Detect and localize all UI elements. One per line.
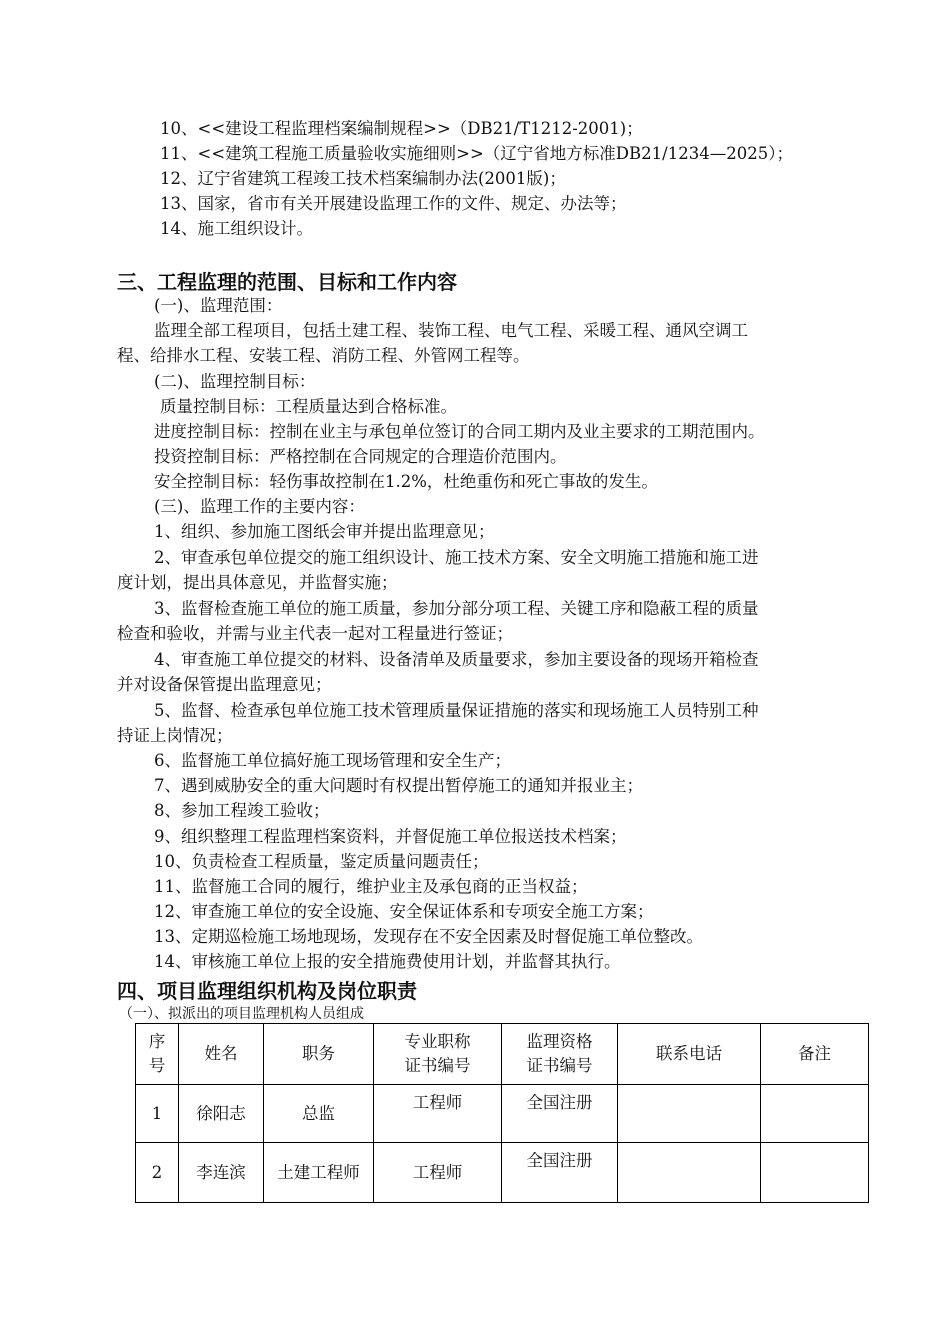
task-line: 1、组织、参加施工图纸会审并提出监理意见；	[154, 522, 495, 541]
cell-no: 2	[136, 1143, 179, 1203]
task-line: 3、监督检查施工单位的施工质量，参加分部分项工程、关键工序和隐蔽工程的质量	[154, 599, 759, 618]
cell-phone	[618, 1143, 761, 1203]
table-row	[136, 1085, 869, 1143]
staff-table	[135, 1023, 869, 1203]
task-line: 并对设备保管提出监理意见；	[117, 675, 332, 694]
cell-position: 总监	[264, 1085, 374, 1143]
cell-note	[761, 1085, 869, 1143]
cell-no: 1	[136, 1085, 179, 1143]
reference-item: 11、<<建筑工程施工质量验收实施细则>>（辽宁省地方标准DB21/1234—2025）；	[160, 144, 793, 163]
cell-name: 李连滨	[179, 1143, 264, 1203]
task-line: 持证上岗情况；	[117, 726, 233, 745]
task-line: 4、审查施工单位提交的材料、设备清单及质量要求，参加主要设备的现场开箱检查	[154, 650, 759, 669]
reference-item: 14、施工组织设计。	[160, 219, 313, 238]
reference-item: 12、辽宁省建筑工程竣工技术档案编制办法(2001版)；	[160, 169, 566, 188]
section-heading: 三、工程监理的范围、目标和工作内容	[117, 270, 457, 294]
section-heading: 四、项目监理组织机构及岗位职责	[117, 979, 417, 1003]
goal-line: 进度控制目标：控制在业主与承包单位签订的合同工期内及业主要求的工期范围内。	[154, 422, 765, 441]
cell-phone	[618, 1085, 761, 1143]
header-name: 姓名	[179, 1024, 264, 1085]
cell-note	[761, 1143, 869, 1203]
table-row	[136, 1143, 869, 1203]
task-line: 度计划，提出具体意见，并监督实施；	[117, 573, 398, 592]
cell-qual: 全国注册	[502, 1143, 618, 1203]
subsection-title: (三)、监理工作的主要内容：	[154, 497, 365, 516]
paragraph-line: 程、给排水工程、安装工程、消防工程、外管网工程等。	[117, 346, 530, 365]
subsection-title: (一)、监理范围：	[154, 296, 283, 315]
cell-title: 工程师	[374, 1085, 502, 1143]
reference-item: 13、国家，省市有关开展建设监理工作的文件、规定、办法等；	[160, 194, 627, 213]
task-line: 9、组织整理工程监理档案资料，并督促施工单位报送技术档案；	[154, 827, 627, 846]
subsection-title: (二)、监理控制目标：	[154, 372, 316, 391]
task-line: 7、遇到威胁安全的重大问题时有权提出暂停施工的通知并报业主；	[154, 776, 643, 795]
cell-title: 工程师	[374, 1143, 502, 1203]
table-header-row	[136, 1024, 869, 1085]
task-line: 14、审核施工单位上报的安全措施费使用计划，并监督其执行。	[154, 952, 621, 971]
header-title-cert: 专业职称 证书编号	[374, 1024, 502, 1085]
task-line: 10、负责检查工程质量，鉴定质量问题责任；	[154, 852, 489, 871]
task-line: 5、监督、检查承包单位施工技术管理质量保证措施的落实和现场施工人员特别工种	[154, 701, 759, 720]
paragraph-line: 监理全部工程项目，包括土建工程、装饰工程、电气工程、采暖工程、通风空调工	[154, 321, 748, 340]
cell-qual: 全国注册	[502, 1085, 618, 1143]
header-position: 职务	[264, 1024, 374, 1085]
task-line: 13、定期巡检施工场地现场，发现存在不安全因素及时督促施工单位整改。	[154, 927, 703, 946]
reference-item: 10、<<建设工程监理档案编制规程>>（DB21/T1212-2001)；	[160, 119, 643, 138]
goal-line: 投资控制目标：严格控制在合同规定的合理造价范围内。	[154, 447, 567, 466]
header-note: 备注	[761, 1024, 869, 1085]
cell-name: 徐阳志	[179, 1085, 264, 1143]
task-line: 11、监督施工合同的履行，维护业主及承包商的正当权益；	[154, 877, 588, 896]
header-phone: 联系电话	[618, 1024, 761, 1085]
header-qual-cert: 监理资格 证书编号	[502, 1024, 618, 1085]
cell-position: 土建工程师	[264, 1143, 374, 1203]
task-line: 2、审查承包单位提交的施工组织设计、施工技术方案、安全文明施工措施和施工进	[154, 548, 759, 567]
goal-line: 安全控制目标：轻伤事故控制在1.2%，杜绝重伤和死亡事故的发生。	[154, 472, 658, 491]
header-no: 序 号	[136, 1024, 179, 1085]
table-caption: （一）、拟派出的项目监理机构人员组成	[119, 1006, 364, 1022]
task-line: 12、审查施工单位的安全设施、安全保证体系和专项安全施工方案；	[154, 902, 654, 921]
task-line: 8、参加工程竣工验收；	[154, 801, 330, 820]
task-line: 检查和验收，并需与业主代表一起对工程量进行签证；	[117, 624, 513, 643]
goal-line: 质量控制目标：工程质量达到合格标准。	[160, 397, 457, 416]
task-line: 6、监督施工单位搞好施工现场管理和安全生产；	[154, 751, 511, 770]
